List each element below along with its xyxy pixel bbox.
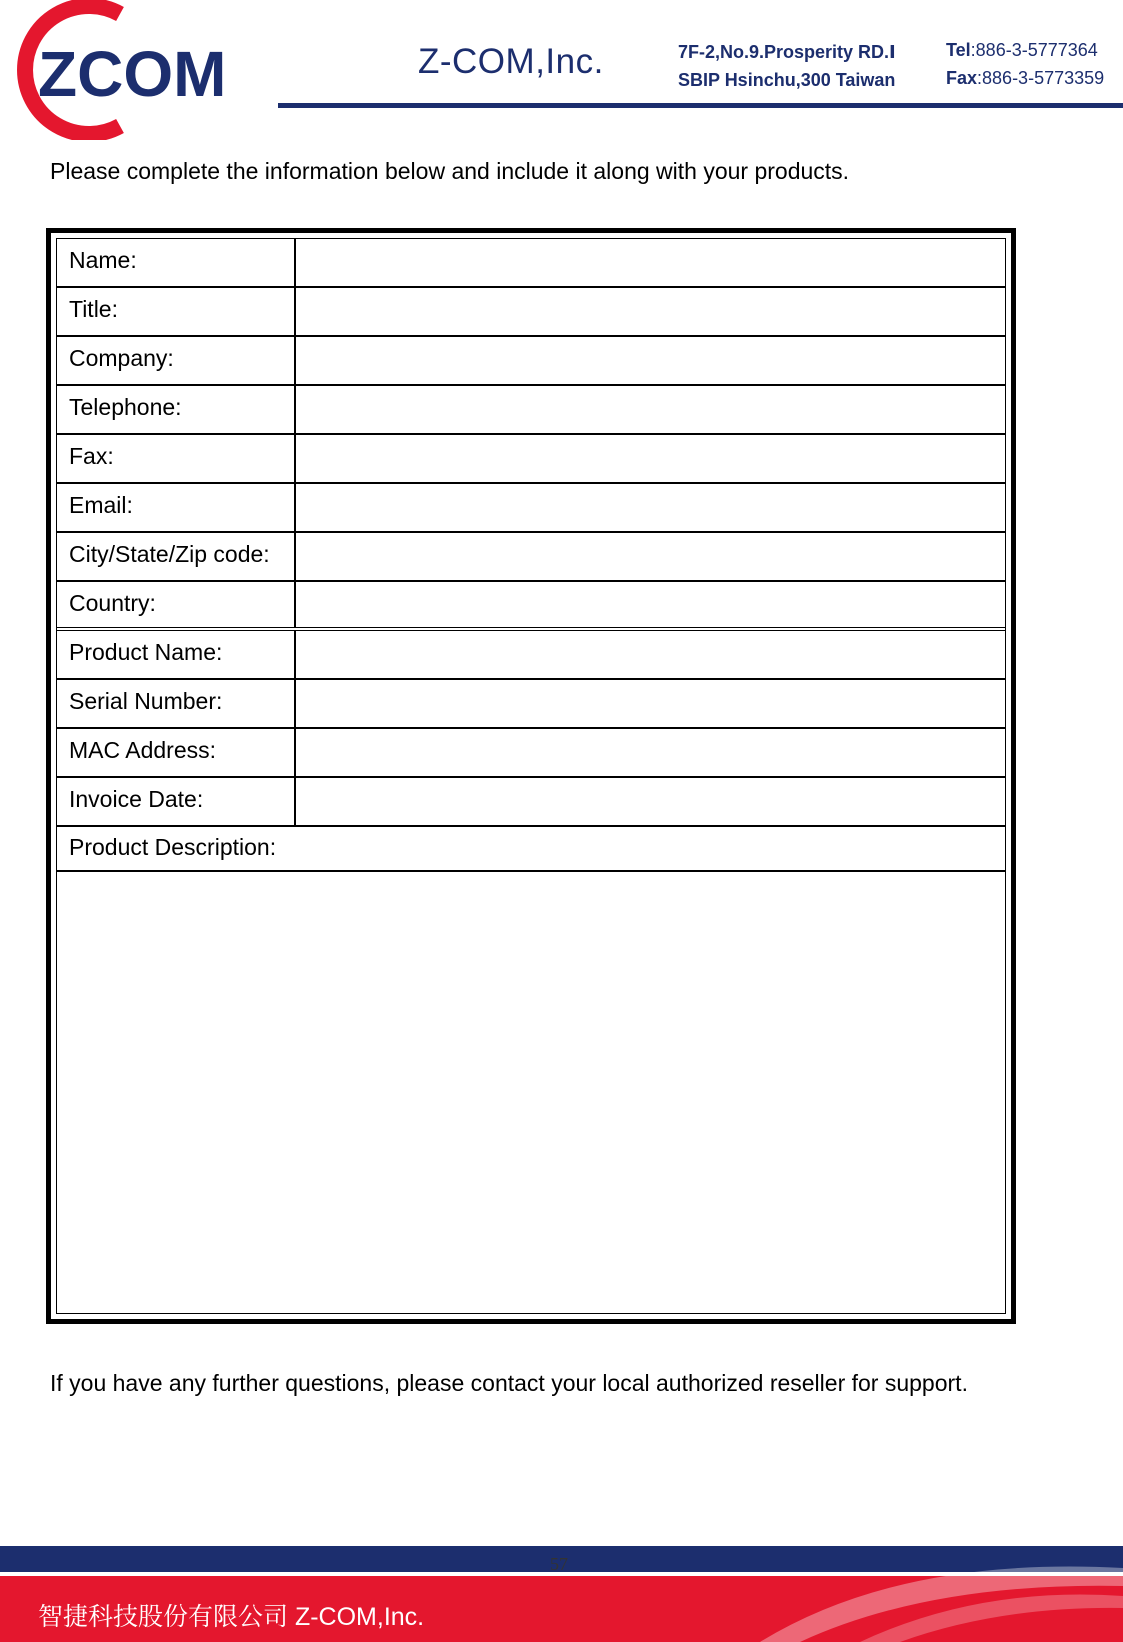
- row-label: Invoice Date:: [69, 786, 204, 812]
- form-row-serial-number: [57, 680, 1005, 729]
- description-label: Product Description:: [69, 834, 277, 860]
- form-row-city-state-zip: [57, 533, 1005, 582]
- fax-field[interactable]: [294, 435, 1005, 482]
- company-field[interactable]: [294, 337, 1005, 384]
- form-row-telephone: [57, 386, 1005, 435]
- form-table: [56, 238, 1006, 1314]
- header-divider: [278, 103, 1123, 108]
- intro-text: Please complete the information below and include it along with your products.: [50, 158, 850, 184]
- support-note: If you have any further questions, please contact your local authorized reseller for support.: [50, 1370, 968, 1396]
- title-field[interactable]: [294, 288, 1005, 335]
- form-row-product-name: [57, 631, 1005, 680]
- row-label: Serial Number:: [69, 688, 223, 714]
- company-name: Z-COM,Inc.: [418, 42, 604, 81]
- product-description-field[interactable]: [57, 872, 1005, 1313]
- telephone-field[interactable]: [294, 386, 1005, 433]
- page-number: 57: [550, 1554, 568, 1574]
- form-row-name: [57, 239, 1005, 288]
- row-label: Country:: [69, 590, 156, 616]
- address-line-1: 7F-2,No.9.Prosperity RD.Ⅰ: [678, 42, 896, 62]
- form-row-invoice-date: [57, 778, 1005, 827]
- fax-value: :886-3-5773359: [977, 68, 1105, 88]
- row-label: MAC Address:: [69, 737, 216, 763]
- row-label: Company:: [69, 345, 174, 371]
- city-state-zip-field[interactable]: [294, 533, 1005, 580]
- telephone-info: [946, 40, 1098, 61]
- row-label: City/State/Zip code:: [69, 541, 270, 567]
- address-line-2: SBIP Hsinchu,300 Taiwan: [678, 70, 896, 90]
- row-label: Fax:: [69, 443, 114, 469]
- registration-form: [46, 228, 1016, 1324]
- form-row-company: [57, 337, 1005, 386]
- invoice-date-field[interactable]: [294, 778, 1005, 825]
- mac-address-field[interactable]: [294, 729, 1005, 776]
- form-row-product-description: [57, 827, 1005, 872]
- country-field[interactable]: [294, 582, 1005, 627]
- serial-number-field[interactable]: [294, 680, 1005, 727]
- form-row-title: [57, 288, 1005, 337]
- row-label: Telephone:: [69, 394, 182, 420]
- row-label: Title:: [69, 296, 118, 322]
- row-label: Product Name:: [69, 639, 223, 665]
- row-label: Name:: [69, 247, 137, 273]
- name-field[interactable]: [294, 239, 1005, 286]
- footer-company-text: 智捷科技股份有限公司 Z-COM,Inc.: [38, 1603, 425, 1631]
- product-name-field[interactable]: [294, 631, 1005, 678]
- form-row-mac-address: [57, 729, 1005, 778]
- page-header: [0, 0, 1123, 140]
- fax-label: Fax: [946, 68, 978, 88]
- row-label: Email:: [69, 492, 133, 518]
- zcom-logo: [0, 0, 280, 140]
- logo-text: ZCOM: [38, 38, 227, 110]
- form-row-email: [57, 484, 1005, 533]
- form-row-country: [57, 582, 1005, 631]
- tel-value: :886-3-5777364: [970, 40, 1098, 60]
- email-field[interactable]: [294, 484, 1005, 531]
- tel-label: Tel: [946, 40, 971, 60]
- form-row-fax: [57, 435, 1005, 484]
- fax-info: [946, 68, 1104, 89]
